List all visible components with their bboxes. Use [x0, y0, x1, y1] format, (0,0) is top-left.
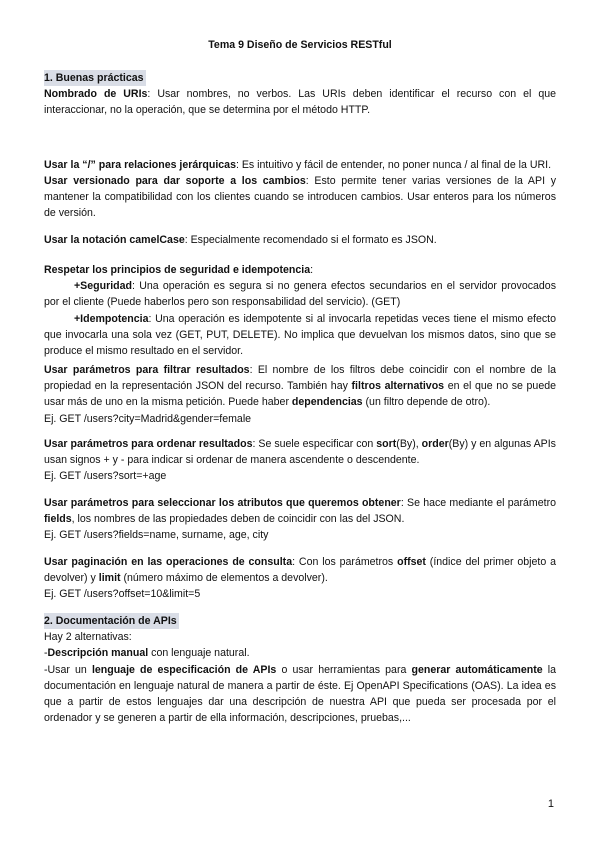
term-orderby: order	[421, 438, 449, 450]
page-title: Tema 9 Diseño de Servicios RESTful	[208, 39, 392, 51]
term-dependencies: dependencias	[291, 396, 363, 409]
para-security	[44, 262, 556, 359]
text-select-1: : Se hace mediante el parámetro	[400, 497, 557, 509]
para-seguridad	[44, 278, 556, 310]
example-order: Ej. GET /users?sort=+age	[44, 470, 167, 483]
text-alt-2-1: -Usar un	[44, 663, 92, 676]
document-page	[44, 0, 556, 848]
text-filter-2: en el que no se puede usar más de uno en la misma petición. Puede haber	[44, 380, 556, 409]
text-uri-naming: : Usar nombres, no verbos. Las URIs deben identificar el recurso con el que interaccionar, no la operación, que se determina por el método HTTP.	[44, 88, 556, 117]
text-alt-2-2: o usar herramientas para	[276, 663, 412, 676]
term-alt-filters: filtros alternativos	[351, 380, 445, 393]
text-pagination-3: (número máximo de elementos a devolver).	[120, 572, 328, 585]
term-versioning: Usar versionado para dar soporte a los cambios	[44, 175, 306, 187]
text-seguridad: : Una operación es segura si no genera efectos secundarios en el servidor provocados por el cliente (Puede haberlos pero son responsabilidad del servicio). (GET)	[44, 280, 556, 309]
term-pagination: Usar paginación en las operaciones de consulta	[44, 556, 293, 568]
text-alt-2-3: la documentación en lenguaje natural de manera a partir de éste. Ej OpenAPI Specifications (OAS). La idea es que a partir de estos lenguajes dar una descripción de nuestra API que pueda ser procesada por el ordenador y se generen a partir de ella información, descripciones, pruebas,...	[44, 663, 556, 725]
para-order	[44, 436, 556, 485]
para-alt-1	[44, 645, 556, 661]
example-pagination: Ej. GET /users?offset=10&limit=5	[44, 588, 201, 601]
para-versioning-text	[44, 173, 556, 222]
term-limit: limit	[98, 572, 121, 585]
term-sort: sort	[376, 438, 397, 450]
term-filter: Usar parámetros para filtrar resultados	[44, 364, 250, 376]
text-pagination-1: : Con los parámetros	[292, 556, 398, 568]
text-pagination-2: (índice del primer objeto a devolver) y	[44, 556, 556, 585]
versioning-wrap	[44, 173, 556, 222]
text-camelcase: : Especialmente recomendado si el formato es JSON.	[184, 234, 437, 246]
text-alt-1: con lenguaje natural.	[148, 647, 250, 660]
term-manual: Descripción manual	[47, 647, 149, 660]
para-idempotencia	[44, 311, 556, 360]
term-offset: offset	[397, 556, 426, 568]
text-filter-3: (un filtro depende de otro).	[362, 396, 491, 409]
text-security: :	[310, 264, 314, 276]
para-select	[44, 495, 556, 544]
term-idempotencia: +Idempotencia	[74, 312, 149, 325]
alt-1-dash: -	[44, 647, 48, 660]
term-spec-language: lenguaje de especificación de APIs	[91, 663, 277, 676]
para-filter	[44, 362, 556, 427]
text-filter-1: : El nombre de los filtros debe coincidir con el nombre de la propiedad en la representación JSON del recurso. También hay	[44, 364, 556, 393]
text-select-2: , los nombres de las propiedades deben de coincidir con las del JSON.	[71, 513, 405, 526]
section-1	[44, 70, 556, 119]
text-order-2: (By),	[396, 438, 422, 450]
term-security: Respetar los principios de seguridad e idempotencia	[44, 264, 311, 276]
term-fields: fields	[44, 513, 72, 526]
para-alt-2	[44, 662, 556, 727]
section-2-heading: 2. Documentación de APIs	[44, 613, 179, 629]
section-1-heading: 1. Buenas prácticas	[44, 70, 146, 86]
page-number: 1	[547, 798, 554, 810]
text-versioning: : Esto permite tener varias versiones de la API y mantener la compatibilidad con los clientes cuando se introducen cambios. Usar enteros para los números de versión.	[44, 175, 556, 220]
term-uri-naming: Nombrado de URIs	[44, 88, 148, 101]
para-camelcase	[44, 232, 556, 248]
example-select: Ej. GET /users?fields=name, surname, age, city	[44, 529, 269, 542]
text-order-3: (By) y en algunas APIs usan signos + y - para indicar si ordenar de manera ascendente o descendente.	[44, 438, 556, 467]
para-slash	[44, 157, 556, 173]
term-slash: Usar la “/” para relaciones jerárquicas	[44, 159, 236, 171]
text-order-1: : Se suele especificar con	[252, 438, 377, 450]
section-2	[44, 613, 556, 726]
para-uri-naming	[44, 86, 556, 118]
term-select: Usar parámetros para seleccionar los atributos que queremos obtener	[44, 497, 401, 509]
para-pagination	[44, 554, 556, 603]
text-slash: : Es intuitivo y fácil de entender, no poner nunca / al final de la URI.	[235, 159, 552, 171]
term-camelcase: Usar la notación camelCase	[44, 234, 185, 246]
example-filter: Ej. GET /users?city=Madrid&gender=female	[44, 412, 252, 425]
text-idempotencia: : Una operación es idempotente si al invocarla repetidas veces tiene el mismo efecto que invocarla una sola vez (GET, PUT, DELETE). No implica que devuelvan los mismos datos, sino que se produce el mismo resultado en el servidor.	[44, 312, 556, 358]
term-auto-generate: generar automáticamente	[411, 663, 543, 676]
term-order: Usar parámetros para ordenar resultados	[44, 438, 253, 450]
term-seguridad: +Seguridad	[74, 280, 132, 293]
section-2-intro: Hay 2 alternativas:	[44, 631, 132, 644]
